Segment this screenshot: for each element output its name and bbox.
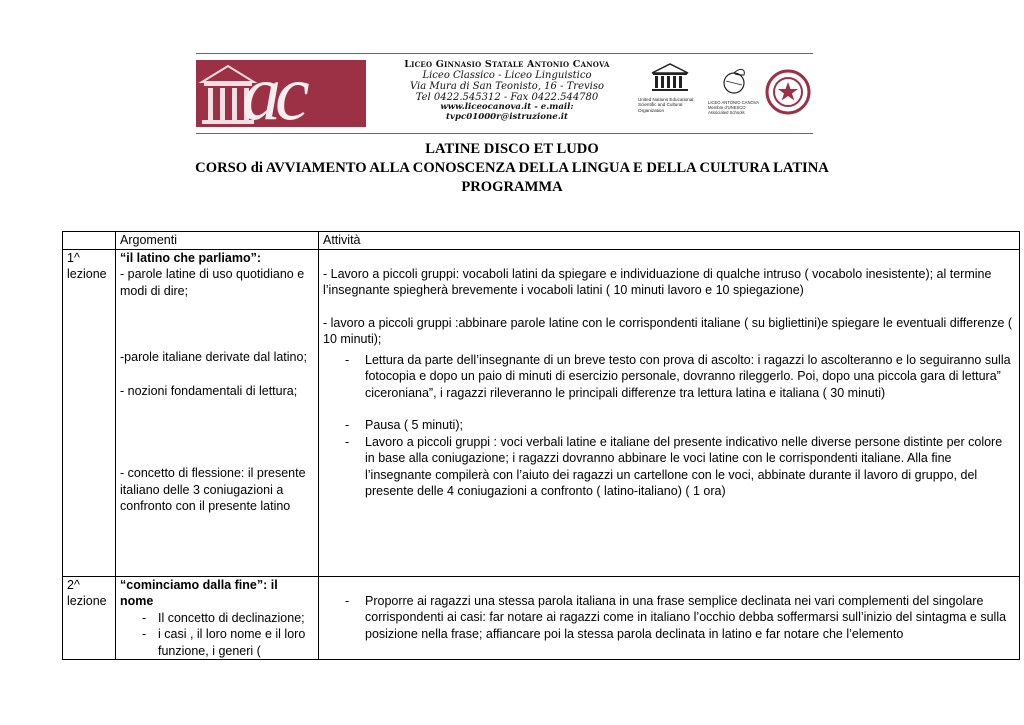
- unesco-text: United Nations Educational, Scientific and Cultural Organization: [638, 97, 695, 113]
- topics-cell: [116, 576, 319, 660]
- republic-seal-icon: [764, 65, 812, 119]
- list-item: - i casi , il loro nome e il loro funzione, i generi (: [142, 627, 306, 658]
- spacer: [323, 299, 1015, 315]
- school-web-email: www.liceocanova.it - e.mail: tvpc01000r@istruzione.it: [440, 102, 574, 122]
- lesson-title: “cominciamo dalla fine”: il nome: [120, 577, 278, 608]
- title-line-3: PROGRAMMA: [461, 179, 563, 195]
- header-cell-lesson: [63, 232, 116, 250]
- list-item: - Lavoro a piccoli gruppi : voci verbali latine e italiane del presente indicativo nelle diverse persone distinte per colore in base alla coniugazione; i ragazzi dovranno abbinare le voci latine con le corrispondenti italiane. Alla fine l’insegnante compilerà con l’aiuto dei ragazzi un cartellone con le voci, abbinate durante il lavoro di gruppo, del presente delle 4 coniugazioni a confronto ( latino-italiano) ( 1 ora): [345, 434, 1003, 498]
- activities-cell: [319, 249, 1020, 576]
- school-type: Liceo Classico - Liceo Linguistico: [422, 70, 592, 82]
- lesson-title: “il latino che parliamo”:: [120, 250, 261, 265]
- globe-leaf-icon: [720, 63, 750, 97]
- activity-text: Lavoro a piccoli gruppi : voci verbali latine e italiane del presente indicativo nelle diverse persone distinte per colore in base alla coniugazione; i ragazzi dovranno abbinare le voci latine con le corrispondenti italiane. Alla fine l’insegnante compilerà con l’aiuto dei ragazzi un cartellone con le voci, abbinate durante il lavoro di gruppo, del presente delle 4 coniugazioni a confronto ( latino-italiano) ( 1 ora): [365, 434, 1003, 498]
- associated-schools-text: LICEO ANTONIO CANOVA Membre d'UNESCO Associated Schools: [708, 100, 759, 115]
- topic-item: - concetto di flessione: il presente italiano delle 3 coniugazioni a confronto con il presente latino: [120, 466, 306, 513]
- list-item: - Lettura da parte dell’insegnante di un breve testo con prova di ascolto: i ragazzi lo ascolteranno e lo seguiranno sulla fotocopia e dopo un paio di minuti di esercizio personale, dovranno rileggerlo. Poi, dopo una piccola gara di lettura” ciceroniana”, i ragazzi rileveranno le principali differenze tra lettura latina e italiana ( 30 minuti): [345, 352, 1011, 400]
- list-item: - Il concetto di declinazione;: [142, 610, 305, 625]
- table-row: [63, 249, 1020, 576]
- activity-text: Pausa ( 5 minuti);: [365, 418, 463, 432]
- table-row: [63, 576, 1020, 660]
- activity-text: Proporre ai ragazzi una stessa parola italiana in una frase semplice declinata nei vari complementi del singolare corrispondenti ai casi: far notare ai ragazzi come in italiano l’occhio debba soffermarsi sull’inizio del sintagma e sulla posizione nella frase; affiancare poi la stessa parola declinata in latino e far notare che l’elemento: [365, 593, 1007, 641]
- school-info: [382, 60, 632, 122]
- topic-text: i casi , il loro nome e il loro funzione, i generi (: [158, 627, 306, 658]
- lesson-label: lezione: [67, 594, 107, 608]
- letterhead: [196, 53, 813, 134]
- lesson-label: lezione: [67, 267, 107, 281]
- lesson-number: 2^: [67, 577, 80, 592]
- activity-item: - lavoro a piccoli gruppi :abbinare parole latine con le corrispondenti italiane ( su bigliettini)e spiegare le eventuali differenze ( 10 minuti);: [323, 315, 1013, 346]
- title-line-1: LATINE DISCO ET LUDO: [425, 141, 599, 157]
- header-cell-attivita: Attività: [319, 232, 1020, 250]
- lesson-number: 1^: [67, 250, 80, 265]
- list-item: - Proporre ai ragazzi una stessa parola italiana in una frase semplice declinata nei vari complementi del singolare corrispondenti ai casi: far notare ai ragazzi come in italiano l’occhio debba soffermarsi sull’inizio del sintagma e sulla posizione nella frase; affiancare poi la stessa parola declinata in latino e far notare che l’elemento: [345, 593, 1007, 641]
- spacer: [120, 399, 314, 465]
- header-cell-argomenti: Argomenti: [116, 232, 319, 250]
- lesson-number-cell: [63, 249, 116, 576]
- spacer: [323, 401, 1015, 417]
- topic-item: -parole italiane derivate dal latino;: [120, 350, 307, 364]
- school-logo: [196, 60, 366, 127]
- table-header-row: [63, 232, 1020, 250]
- activity-item: - Lavoro a piccoli gruppi: vocaboli latini da spiegare e individuazione di qualche intruso ( vocabolo inesistente); al termine l’insegnante spiegherà brevemente i vocaboli latini ( 10 minuti lavoro e 10 spiegazione): [323, 266, 992, 297]
- unesco-temple-icon: [650, 63, 690, 93]
- spacer: [120, 299, 314, 349]
- program-table: [62, 231, 1020, 660]
- unesco-logo: [638, 63, 708, 127]
- top-rule: [196, 53, 813, 54]
- activity-text: Lettura da parte dell’insegnante di un breve testo con prova di ascolto: i ragazzi lo ascolteranno e lo seguiranno sulla fotocopia e dopo un paio di minuti di esercizio personale, dovranno rileggerlo. Poi, dopo una piccola gara di lettura” ciceroniana”, i ragazzi rileveranno le principali differenze tra lettura latina e italiana ( 30 minuti): [365, 352, 1011, 400]
- spacer: [120, 366, 314, 383]
- logo-letters: ac: [242, 60, 304, 127]
- topic-item: - parole latine di uso quotidiano e modi di dire;: [120, 267, 305, 298]
- school-address: Via Mura di San Teonisto, 16 - Treviso: [409, 81, 605, 93]
- topic-text: Il concetto di declinazione;: [158, 610, 305, 625]
- topic-item: - nozioni fondamentali di lettura;: [120, 383, 298, 398]
- document-titles: [60, 140, 964, 197]
- spacer: [323, 577, 1015, 593]
- title-line-2: CORSO di AVVIAMENTO ALLA CONOSCENZA DELLA LINGUA E DELLA CULTURA LATINA: [195, 160, 829, 176]
- bottom-rule: [196, 133, 813, 134]
- list-item: - Pausa ( 5 minuti);: [345, 418, 463, 432]
- associated-schools-logo: [708, 63, 764, 127]
- topics-cell: [116, 249, 319, 576]
- spacer: [323, 250, 1015, 266]
- activities-cell: [319, 576, 1020, 660]
- school-phone: Tel 0422.545312 - Fax 0422.544780: [415, 92, 599, 104]
- topic-list: [120, 610, 314, 660]
- lesson-number-cell: [63, 576, 116, 660]
- school-name: Liceo Ginnasio Statale Antonio Canova: [404, 59, 610, 70]
